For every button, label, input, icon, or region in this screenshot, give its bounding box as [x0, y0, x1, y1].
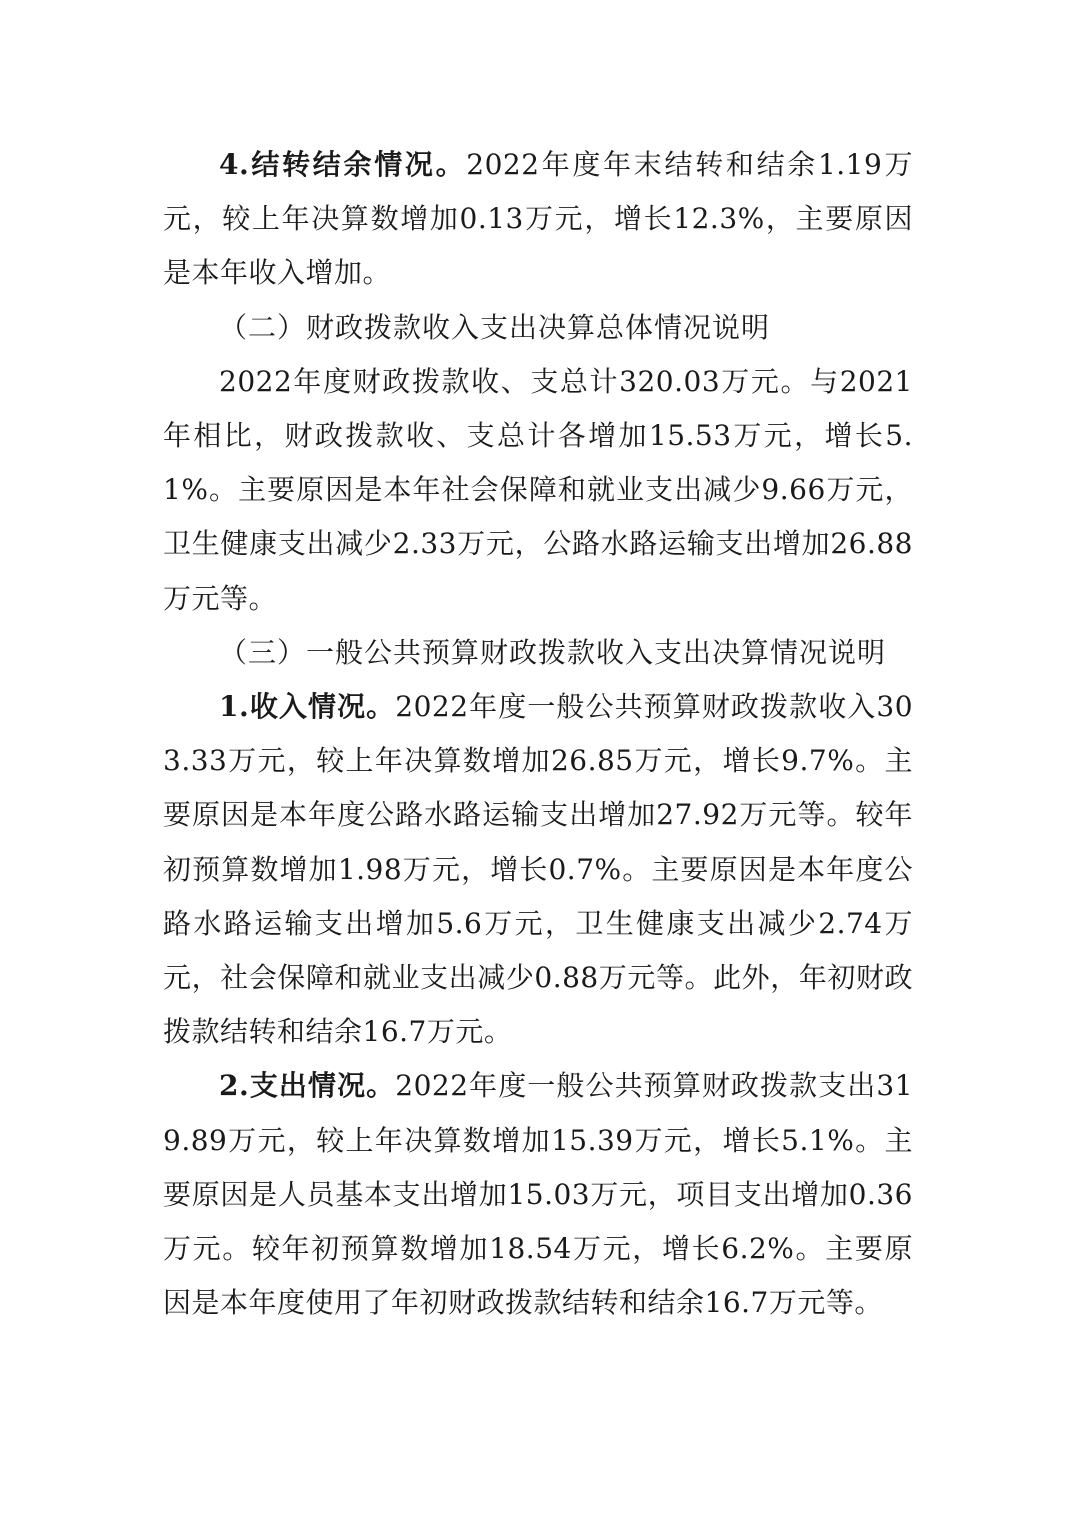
paragraph-lead: 2.支出情况。: [219, 1069, 396, 1103]
paragraph-carryover-balance: [163, 138, 913, 301]
paragraph-text: 2022年度年末结转和结余1.19万元，较上年决算数增加0.13万元，增长12.3%，主要原因是本年收入增加。: [163, 148, 914, 290]
section-heading-general-public-budget: [163, 626, 913, 680]
section-heading-fiscal-appropriation: [163, 301, 913, 355]
paragraph-lead: 1.收入情况。: [219, 690, 396, 724]
paragraph-fiscal-appropriation-total: [163, 355, 913, 626]
paragraph-text: 2022年度一般公共预算财政拨款收入303.33万元，较上年决算数增加26.85万元，增长9.7%。主要原因是本年度公路水路运输支出增加27.92万元等。较年初预算数增加1.98万元，增长0.7%。主要原因是本年度公路水路运输支出增加5.6万元，卫生健康支出减少2.74万元，社会保障和就业支出减少0.88万元等。此外，年初财政拨款结转和结余16.7万元。: [163, 690, 914, 1049]
paragraph-text: 2022年度财政拨款收、支总计320.03万元。与2021年相比，财政拨款收、支总计各增加15.53万元，增长5.1%。主要原因是本年社会保障和就业支出减少9.66万元，卫生健康支出减少2.33万元，公路水路运输支出增加26.88万元等。: [163, 364, 913, 615]
paragraph-lead: 4.结转结余情况。: [219, 148, 467, 181]
paragraph-text: 2022年度一般公共预算财政拨款支出319.89万元，较上年决算数增加15.39万元，增长5.1%。主要原因是人员基本支出增加15.03万元，项目支出增加0.36万元。较年初预算数增加18.54万元，增长6.2%。主要原因是本年度使用了年初财政拨款结转和结余16.7万元等。: [163, 1069, 914, 1320]
section-heading-text: （三）一般公共预算财政拨款收入支出决算情况说明: [219, 635, 887, 669]
section-heading-text: （二）财政拨款收入支出决算总体情况说明: [219, 310, 771, 344]
document-body: [163, 138, 913, 1330]
paragraph-expenditure: [163, 1059, 913, 1330]
paragraph-income: [163, 680, 913, 1059]
